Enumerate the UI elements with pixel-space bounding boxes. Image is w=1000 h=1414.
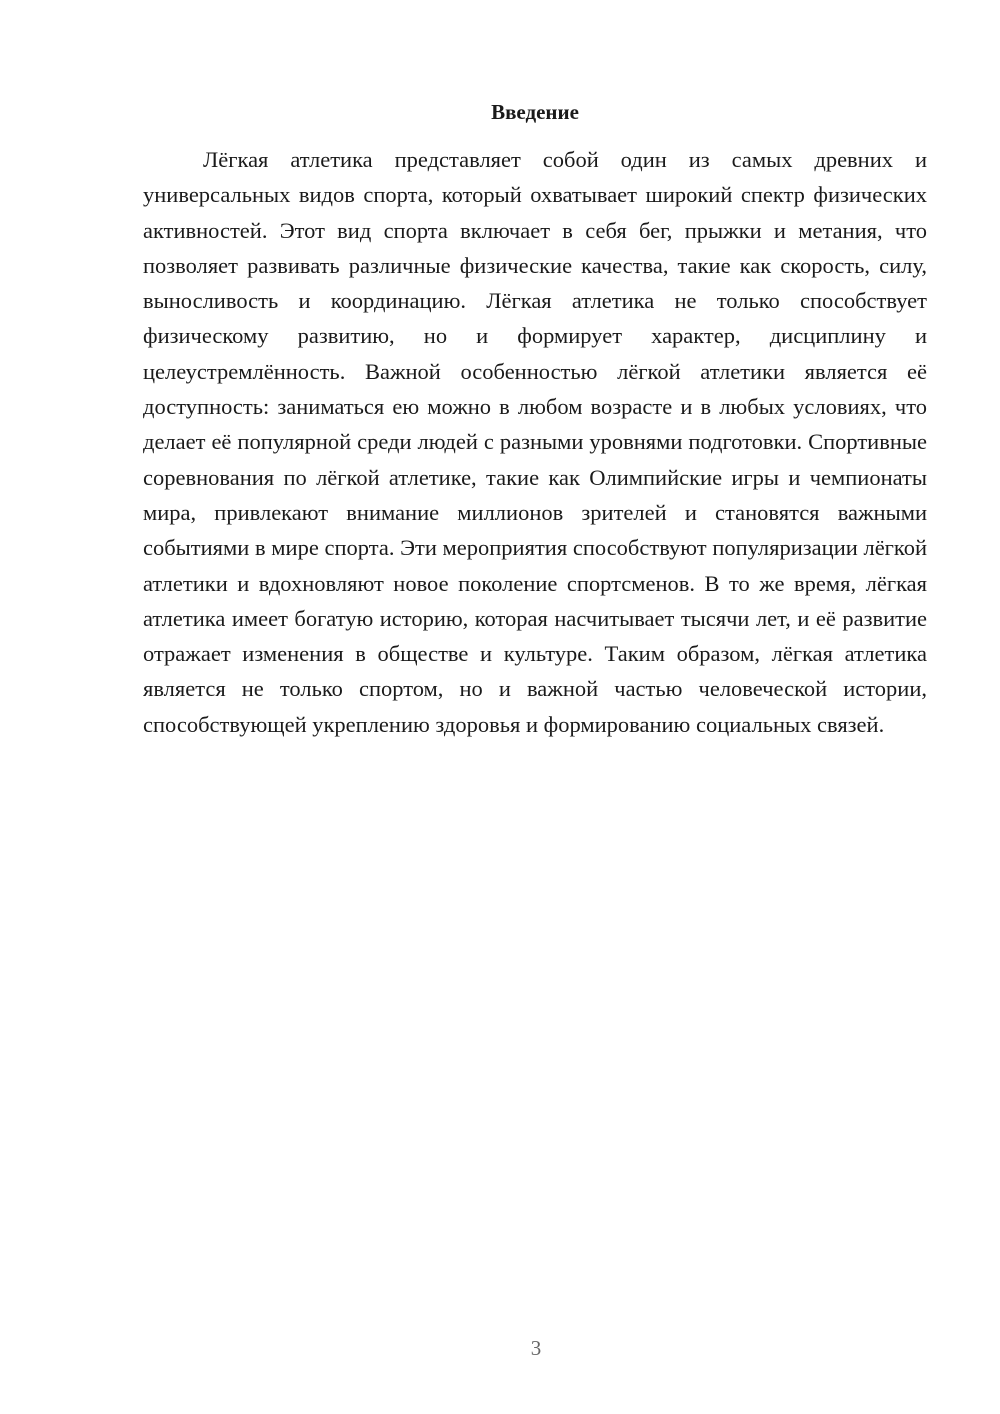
page-number: 3 <box>530 1336 542 1360</box>
body-paragraph: Лёгкая атлетика представляет собой один из самых древних и универсальных видов спорта, который охватывает широкий спектр физических активностей. Этот вид спорта включает в себя бег, прыжки и метания, что позволяет развивать различные физические качества, такие как скорость, силу, выносливость и координацию. Лёгкая атлетика не только способствует физическому развитию, но и формирует характер, дисциплину и целеустремлённость. Важной особенностью лёгкой атлетики является её доступность: заниматься ею можно в любом возрасте и в любых условиях, что делает её популярной среди людей с разными уровнями подготовки. Спортивные соревнования по лёгкой атлетике, такие как Олимпийские игры и чемпионаты мира, привлекают внимание миллионов зрителей и становятся важными событиями в мире спорта. Эти мероприятия способствуют популяризации лёгкой атлетики и вдохновляют новое поколение спортсменов. В то же время, лёгкая атлетика имеет богатую историю, которая насчитывает тысячи лет, и её развитие отражает изменения в обществе и культуре. Таким образом, лёгкая атлетика является не только спортом, но и важной частью человеческой истории, способствующей укреплению здоровья и формированию социальных связей. <box>143 147 927 737</box>
section-heading: Введение <box>491 100 579 124</box>
